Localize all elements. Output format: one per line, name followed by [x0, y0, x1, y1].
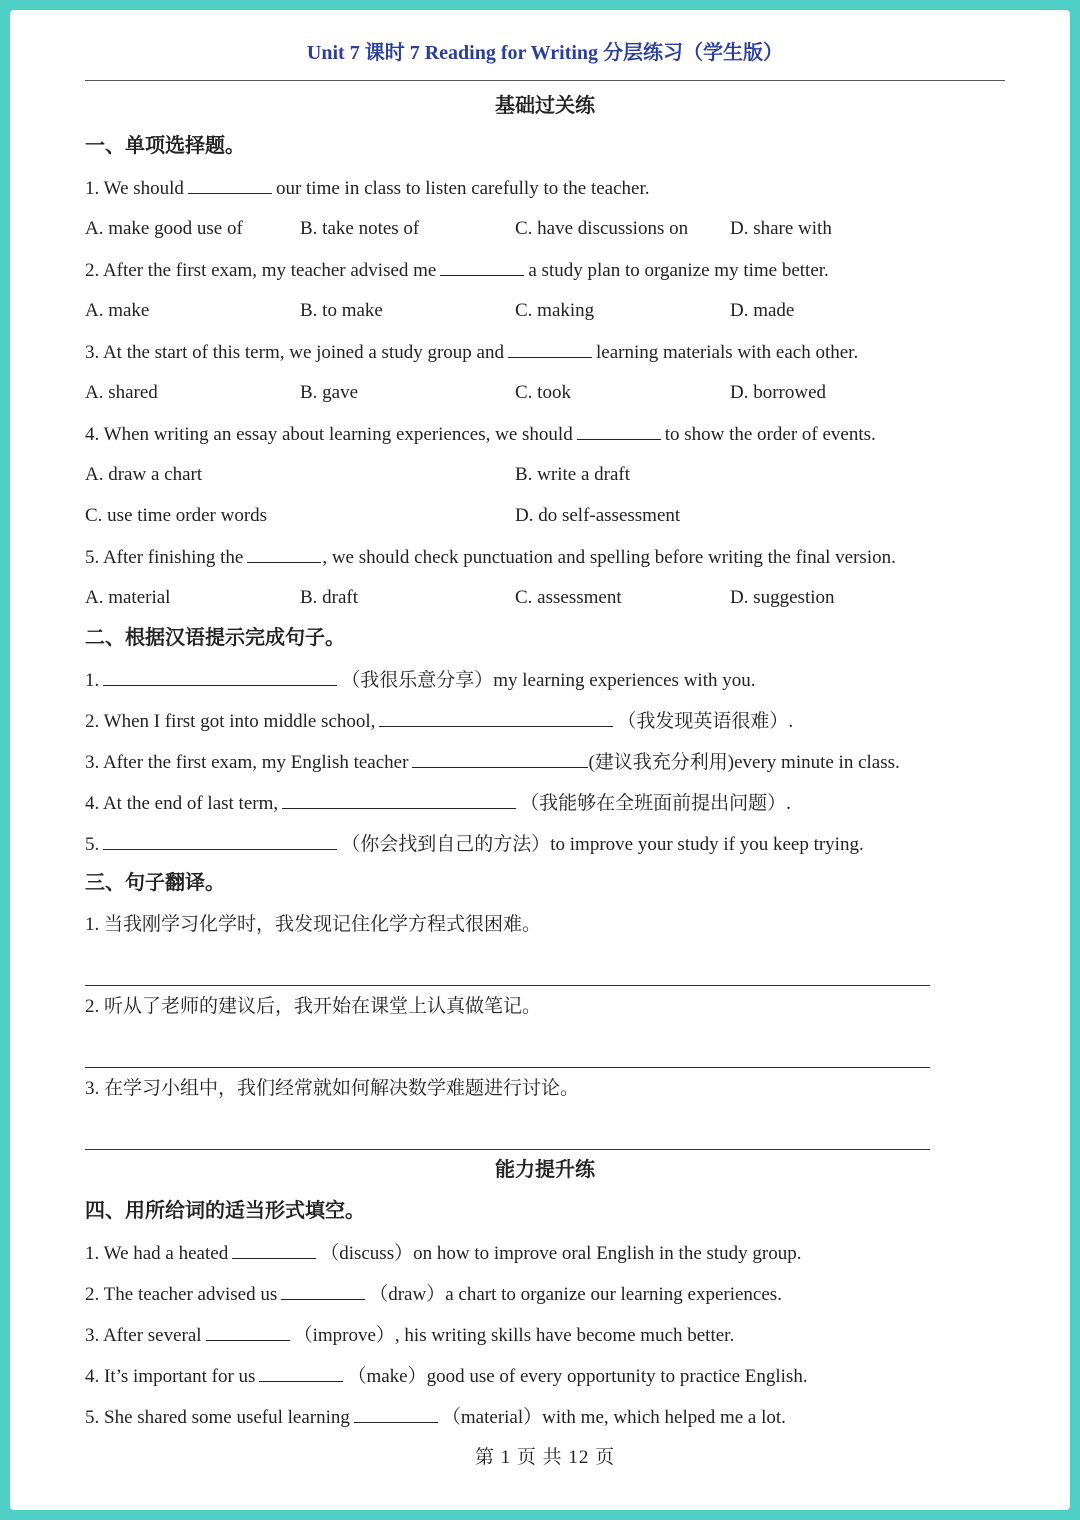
- question-text: 2. After the first exam, my teacher advised me: [85, 260, 437, 281]
- header-divider: [85, 80, 1005, 81]
- mc-options-1: [85, 214, 1005, 244]
- item-text: 2. The teacher advised us: [85, 1284, 278, 1305]
- question-text: to show the order of events.: [664, 424, 876, 445]
- item-text: 5.: [85, 834, 100, 855]
- answer-blank[interactable]: [281, 1279, 365, 1300]
- item-text: 4. At the end of last term,: [85, 793, 279, 814]
- item-text: （你会找到自己的方法）to improve your study if you keep trying.: [341, 834, 864, 855]
- section4-title: 四、用所给词的适当形式填空。: [85, 1200, 365, 1222]
- translation-item-1: 1. 当我刚学习化学时，我发现记住化学方程式很困难。: [85, 914, 542, 935]
- item-text: （improve）, his writing skills have become much better.: [293, 1325, 735, 1346]
- translation-answer-line-3[interactable]: [85, 1149, 930, 1150]
- answer-blank[interactable]: [282, 788, 516, 809]
- option-b[interactable]: B. to make: [300, 300, 383, 321]
- completion-item-1: [85, 665, 1005, 695]
- question-text: a study plan to organize my time better.: [528, 260, 829, 281]
- mc-options-3: [85, 378, 1005, 408]
- part2-heading: 能力提升练: [495, 1159, 595, 1181]
- section1-title: 一、单项选择题。: [85, 135, 245, 157]
- option-b[interactable]: B. write a draft: [515, 464, 631, 485]
- option-a[interactable]: A. material: [85, 587, 171, 608]
- answer-blank[interactable]: [103, 665, 337, 686]
- answer-blank[interactable]: [440, 255, 524, 276]
- translation-answer-line-2[interactable]: [85, 1067, 930, 1068]
- item-text: 4. It’s important for us: [85, 1366, 256, 1387]
- mc-question-2: [85, 255, 1005, 285]
- answer-blank[interactable]: [259, 1361, 343, 1382]
- answer-blank[interactable]: [354, 1402, 438, 1423]
- answer-blank[interactable]: [412, 747, 588, 768]
- item-text: 3. After the first exam, my English teacher: [85, 752, 409, 773]
- translation-answer-line-1[interactable]: [85, 985, 930, 986]
- translation-item-2: 2. 听从了老师的建议后，我开始在课堂上认真做笔记。: [85, 996, 542, 1017]
- item-text: 2. When I first got into middle school,: [85, 711, 376, 732]
- question-text: learning materials with each other.: [595, 342, 859, 363]
- question-text: 1. We should: [85, 178, 184, 199]
- fill-item-2: [85, 1279, 1005, 1309]
- answer-blank[interactable]: [247, 542, 321, 563]
- mc-options-2: [85, 296, 1005, 326]
- item-text: （material）with me, which helped me a lot.: [441, 1407, 786, 1428]
- option-a[interactable]: A. make: [85, 300, 150, 321]
- answer-blank[interactable]: [508, 337, 592, 358]
- option-a[interactable]: A. shared: [85, 382, 158, 403]
- mc-question-5: [85, 542, 1005, 572]
- completion-item-4: [85, 788, 1005, 818]
- answer-blank[interactable]: [188, 173, 272, 194]
- option-b[interactable]: B. draft: [300, 587, 359, 608]
- completion-item-3: [85, 747, 1005, 777]
- option-d[interactable]: D. borrowed: [730, 382, 827, 403]
- worksheet-page: [10, 10, 1070, 1510]
- mc-options-5: [85, 583, 1005, 613]
- option-d[interactable]: D. do self-assessment: [515, 505, 681, 526]
- option-c[interactable]: C. have discussions on: [515, 218, 689, 239]
- answer-blank[interactable]: [577, 419, 661, 440]
- mc-question-4: [85, 419, 1005, 449]
- section3-title: 三、句子翻译。: [85, 872, 225, 894]
- question-text: 4. When writing an essay about learning experiences, we should: [85, 424, 573, 445]
- option-a[interactable]: A. draw a chart: [85, 464, 203, 485]
- option-c[interactable]: C. took: [515, 382, 571, 403]
- answer-blank[interactable]: [206, 1320, 290, 1341]
- mc-question-3: [85, 337, 1005, 367]
- item-text: 3. After several: [85, 1325, 202, 1346]
- mc-options-4a: [85, 460, 1005, 490]
- option-d[interactable]: D. made: [730, 300, 795, 321]
- option-d[interactable]: D. suggestion: [730, 587, 835, 608]
- translation-item-3: 3. 在学习小组中，我们经常就如何解决数学难题进行讨论。: [85, 1078, 580, 1099]
- item-text: 1.: [85, 670, 100, 691]
- mc-options-4b: [85, 501, 1005, 531]
- item-text: （我很乐意分享）my learning experiences with you.: [341, 670, 756, 691]
- mc-question-1: [85, 173, 1005, 203]
- answer-blank[interactable]: [232, 1238, 316, 1259]
- option-c[interactable]: C. making: [515, 300, 595, 321]
- question-text: our time in class to listen carefully to the teacher.: [275, 178, 650, 199]
- answer-blank[interactable]: [379, 706, 613, 727]
- option-c[interactable]: C. use time order words: [85, 505, 268, 526]
- option-d[interactable]: D. share with: [730, 218, 832, 239]
- option-c[interactable]: C. assessment: [515, 587, 622, 608]
- question-text: , we should check punctuation and spelling before writing the final version.: [322, 547, 896, 568]
- page-number: 第 1 页 共 12 页: [474, 1447, 616, 1468]
- completion-item-2: [85, 706, 1005, 736]
- fill-item-5: [85, 1402, 1005, 1432]
- section2-title: 二、根据汉语提示完成句子。: [85, 627, 345, 649]
- option-a[interactable]: A. make good use of: [85, 218, 243, 239]
- part1-heading: 基础过关练: [495, 95, 595, 117]
- option-b[interactable]: B. take notes of: [300, 218, 420, 239]
- item-text: （make）good use of every opportunity to practice English.: [347, 1366, 808, 1387]
- page-title: Unit 7 课时 7 Reading for Writing 分层练习（学生版）: [306, 42, 784, 64]
- item-text: （discuss）on how to improve oral English in the study group.: [320, 1243, 802, 1264]
- item-text: （我发现英语很难）.: [617, 711, 794, 732]
- completion-item-5: [85, 829, 1005, 859]
- option-b[interactable]: B. gave: [300, 382, 359, 403]
- answer-blank[interactable]: [103, 829, 337, 850]
- fill-item-1: [85, 1238, 1005, 1268]
- item-text: 1. We had a heated: [85, 1243, 229, 1264]
- question-text: 3. At the start of this term, we joined a study group and: [85, 342, 504, 363]
- fill-item-3: [85, 1320, 1005, 1350]
- item-text: 5. She shared some useful learning: [85, 1407, 350, 1428]
- question-text: 5. After finishing the: [85, 547, 244, 568]
- item-text: （draw）a chart to organize our learning experiences.: [369, 1284, 782, 1305]
- item-text: (建议我充分利用)every minute in class.: [588, 752, 900, 773]
- item-text: （我能够在全班面前提出问题）.: [520, 793, 791, 814]
- fill-item-4: [85, 1361, 1005, 1391]
